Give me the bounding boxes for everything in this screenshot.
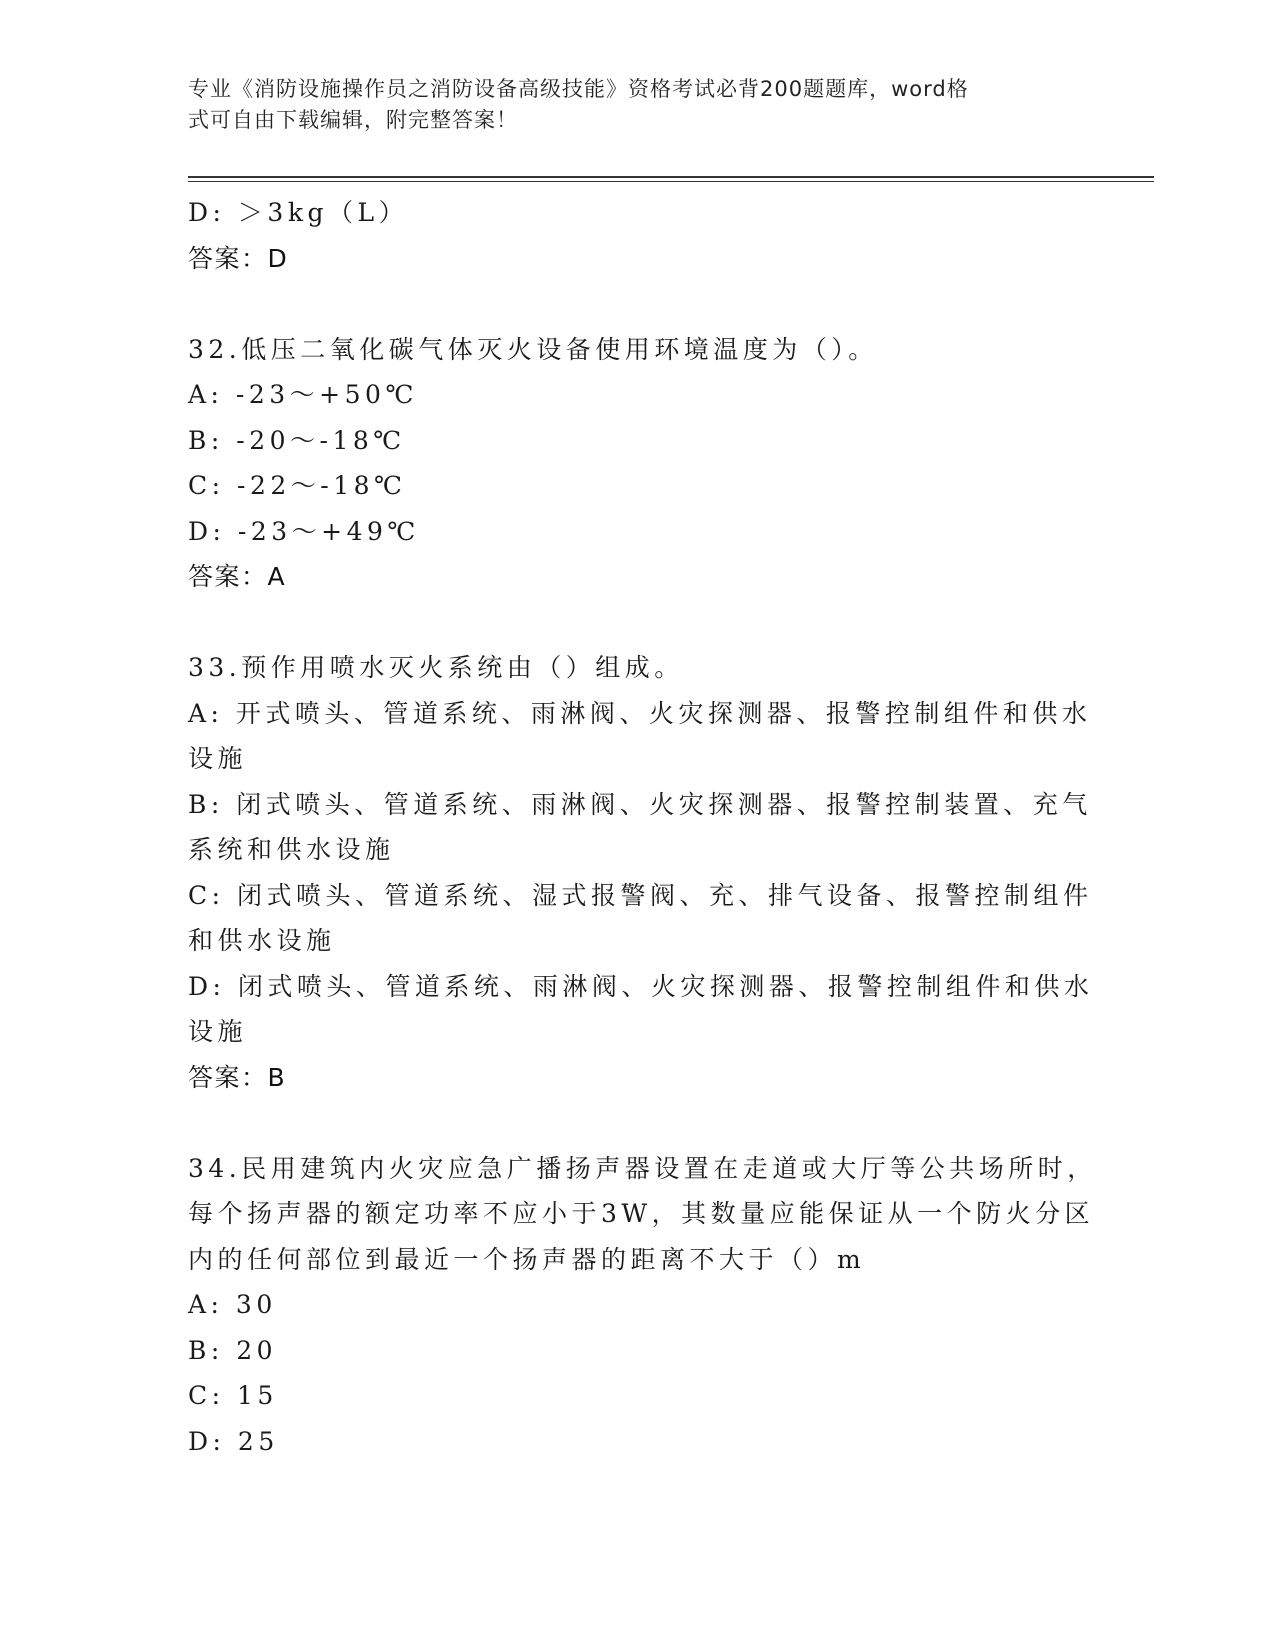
option-b-line-1: B: 闭式喷头、管道系统、雨淋阀、火灾探测器、报警控制装置、充气 bbox=[188, 789, 1092, 819]
option-a-line-1: A: 开式喷头、管道系统、雨淋阀、火灾探测器、报警控制组件和供水 bbox=[188, 698, 1092, 728]
header-line-1: 专业《消防设施操作员之消防设备高级技能》资格考试必背200题题库，word格 bbox=[188, 77, 969, 101]
option-a: A: -23～+50℃ bbox=[188, 380, 418, 409]
option-b: B: 20 bbox=[188, 1335, 278, 1365]
header-divider-thick bbox=[188, 176, 1154, 178]
option-a: A: 30 bbox=[188, 1290, 277, 1319]
option-d: D: 25 bbox=[188, 1426, 279, 1456]
option-c: C: 15 bbox=[188, 1381, 278, 1410]
header-line-2: 式可自由下载编辑，附完整答案！ bbox=[188, 108, 518, 132]
option-d bbox=[188, 964, 1094, 1055]
answer-line: 答案：D bbox=[188, 243, 289, 273]
option-c: C: -22～-18℃ bbox=[188, 471, 407, 500]
question-32 bbox=[188, 327, 1088, 600]
document-body bbox=[188, 190, 1097, 1464]
option-a-line-2: 设施 bbox=[188, 744, 248, 773]
question-33 bbox=[188, 645, 1094, 1100]
option-d-line-1: D: 闭式喷头、管道系统、雨淋阀、火灾探测器、报警控制组件和供水 bbox=[188, 971, 1094, 1001]
answer-line: 答案：B bbox=[188, 1062, 287, 1092]
option-b: B: -20～-18℃ bbox=[188, 425, 406, 455]
header-divider-thin bbox=[188, 181, 1154, 182]
question-fragment bbox=[188, 190, 1088, 281]
option-d: D: -23～+49℃ bbox=[188, 516, 420, 546]
option-c bbox=[188, 873, 1093, 964]
question-stem-line-1: 34.民用建筑内火灾应急广播扬声器设置在走道或大厅等公共场所时， bbox=[188, 1153, 1097, 1183]
option-c-line-1: C: 闭式喷头、管道系统、湿式报警阀、充、排气设备、报警控制组件 bbox=[188, 880, 1093, 910]
answer-line: 答案：A bbox=[188, 562, 287, 591]
option-b bbox=[188, 782, 1092, 873]
question-stem-line-3: 内的任何部位到最近一个扬声器的距离不大于（）m bbox=[188, 1244, 866, 1274]
option-d-line-2: 设施 bbox=[188, 1017, 248, 1046]
option-b-line-2: 系统和供水设施 bbox=[188, 835, 395, 864]
question-34 bbox=[188, 1146, 1097, 1465]
option-c-line-2: 和供水设施 bbox=[188, 926, 336, 955]
question-stem: 32.低压二氧化碳气体灭火设备使用环境温度为（）。 bbox=[188, 334, 878, 364]
option-d: D: ＞3kg（L） bbox=[188, 198, 409, 227]
question-stem: 33.预作用喷水灭火系统由（）组成。 bbox=[188, 653, 684, 682]
option-a bbox=[188, 691, 1092, 782]
question-stem-line-2: 每个扬声器的额定功率不应小于3W，其数量应能保证从一个防火分区 bbox=[188, 1199, 1095, 1228]
document-header bbox=[188, 74, 1068, 136]
